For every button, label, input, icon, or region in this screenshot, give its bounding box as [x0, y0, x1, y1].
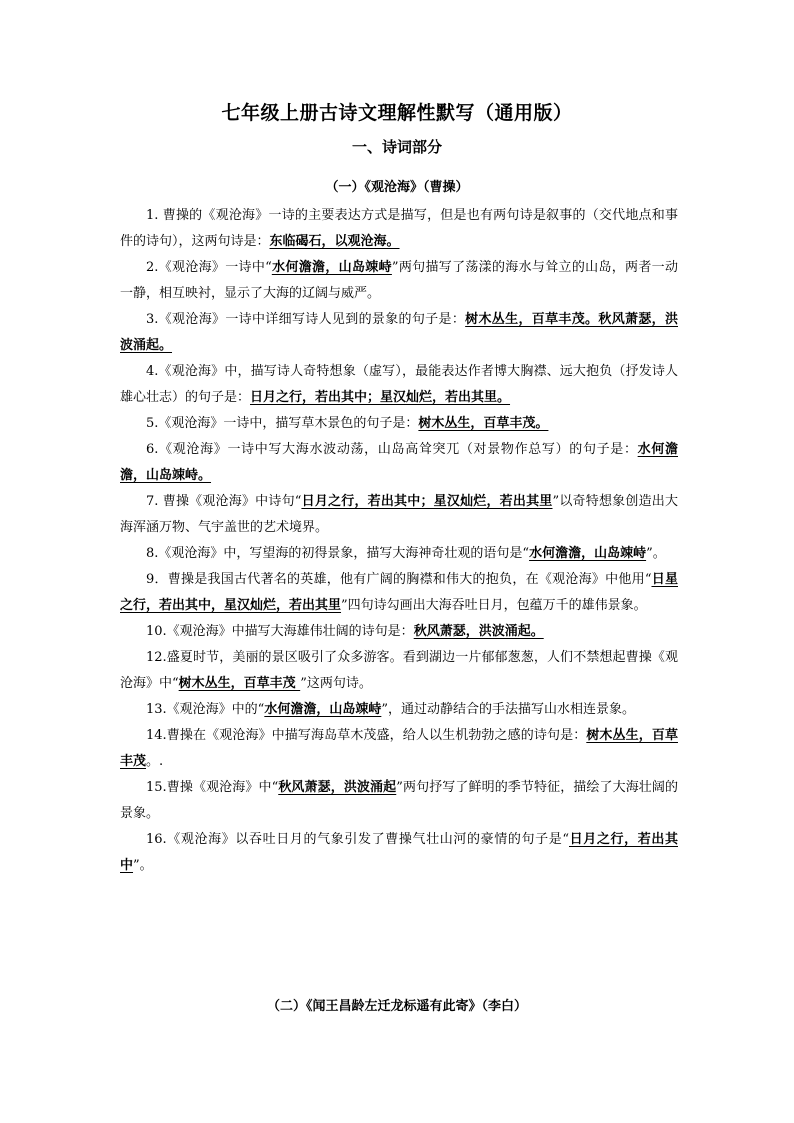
answer-text: 水何澹澹，山岛竦峙 — [529, 546, 647, 561]
question-item: 5.《观沧海》一诗中，描写草木景色的句子是：树木丛生，百草丰茂。 — [146, 416, 549, 431]
answer-text: 水何澹澹，山岛竦峙。 — [120, 442, 678, 483]
answer-text: 树木丛生，百草丰茂 — [120, 728, 678, 769]
answer-text: 日月之行，若出其中 — [120, 832, 678, 873]
question-item: 8.《观沧海》中，写望海的初得景象，描写大海神奇壮观的语句是“水何澹澹，山岛竦峙”。 — [146, 546, 666, 561]
question-item: 4.《观沧海》中，描写诗人奇特想象（虚写），最能表达作者博大胸襟、远大抱负（抒发诗人雄心壮志）的句子是：日月之行，若出其中；星汉灿烂，若出其里。 — [120, 364, 678, 405]
question-item: 10.《观沧海》中描写大海雄伟壮阔的诗句是：秋风萧瑟，洪波涌起。 — [146, 624, 544, 639]
question-item: 6.《观沧海》一诗中写大海水波动荡，山岛高耸突兀（对景物作总写）的句子是：水何澹澹，山岛竦峙。 — [120, 442, 678, 483]
question-item: 12.盛夏时节，美丽的景区吸引了众多游客。看到湖边一片郁郁葱葱，人们不禁想起曹操《观沧海》中“树木丛生，百草丰茂 ”这两句诗。 — [120, 650, 678, 691]
question-item: 13.《观沧海》中的“水何澹澹，山岛竦峙”，通过动静结合的手法描写山水相连景象。 — [146, 702, 635, 717]
question-item: 14.曹操在《观沧海》中描写海岛草木茂盛，给人以生机勃勃之感的诗句是：树木丛生，百草丰茂。. — [120, 728, 678, 769]
answer-text: 秋风萧瑟，洪波涌起 — [278, 780, 397, 795]
question-item: 7. 曹操《观沧海》中诗句“日月之行，若出其中；星汉灿烂，若出其里”以奇特想象创造出大海浑涵万物、气宇盖世的艺术境界。 — [120, 494, 678, 535]
answer-text: 树木丛生，百草丰茂。秋风萧瑟，洪波涌起。 — [120, 312, 678, 353]
answer-text: 东临碣石，以观沧海。 — [269, 234, 400, 249]
question-list — [120, 203, 678, 879]
question-item: 2.《观沧海》一诗中“水何澹澹，山岛竦峙”两句描写了荡漾的海水与耸立的山岛，两者一动一静，相互映衬，显示了大海的辽阔与威严。 — [120, 260, 678, 301]
question-item: 15.曹操《观沧海》中“秋风萧瑟，洪波涌起”两句抒写了鲜明的季节特征，描绘了大海壮阔的景象。 — [120, 780, 678, 821]
answer-text: 日月之行，若出其中；星汉灿烂，若出其里 — [301, 494, 553, 509]
question-item: 1. 曹操的《观沧海》一诗的主要表达方式是描写，但是也有两句诗是叙事的（交代地点和事件的诗句），这两句诗是：东临碣石，以观沧海。 — [120, 208, 678, 249]
answer-text: 秋风萧瑟，洪波涌起。 — [413, 624, 544, 639]
answer-text: 水何澹澹，山岛竦峙 — [271, 260, 392, 275]
answer-text: 树木丛生，百草丰茂。 — [418, 416, 549, 431]
answer-text: 日星之行，若出其中，星汉灿烂，若出其里 — [120, 572, 678, 613]
section-title: 一、诗词部分 — [351, 138, 442, 156]
answer-text: 日月之行，若出其中；星汉灿烂，若出其里。 — [250, 390, 511, 405]
question-item: 3.《观沧海》一诗中详细写诗人见到的景象的句子是：树木丛生，百草丰茂。秋风萧瑟，洪波涌起。 — [120, 312, 678, 353]
answer-text: 树木丛生，百草丰茂 — [178, 676, 301, 691]
answer-text: 水何澹澹，山岛竦峙 — [264, 702, 382, 717]
document-title: 七年级上册古诗文理解性默写（通用版） — [221, 102, 573, 124]
question-item: 16.《观沧海》以吞吐日月的气象引发了曹操气壮山河的豪情的句子是“日月之行，若出其中”。 — [120, 832, 678, 873]
question-item: 9．曹操是我国古代著名的英雄，他有广阔的胸襟和伟大的抱负，在《观沧海》中他用“日星之行，若出其中，星汉灿烂，若出其里”四句诗勾画出大海吞吐日月，包蕴万千的雄伟景象。 — [120, 572, 678, 613]
poem-heading-guan-cang-hai: （一）《观沧海》（曹操） — [325, 180, 469, 195]
poem-heading-wen-wang-changling: （二）《闻王昌龄左迁龙标遥有此寄》（李白） — [266, 999, 527, 1014]
